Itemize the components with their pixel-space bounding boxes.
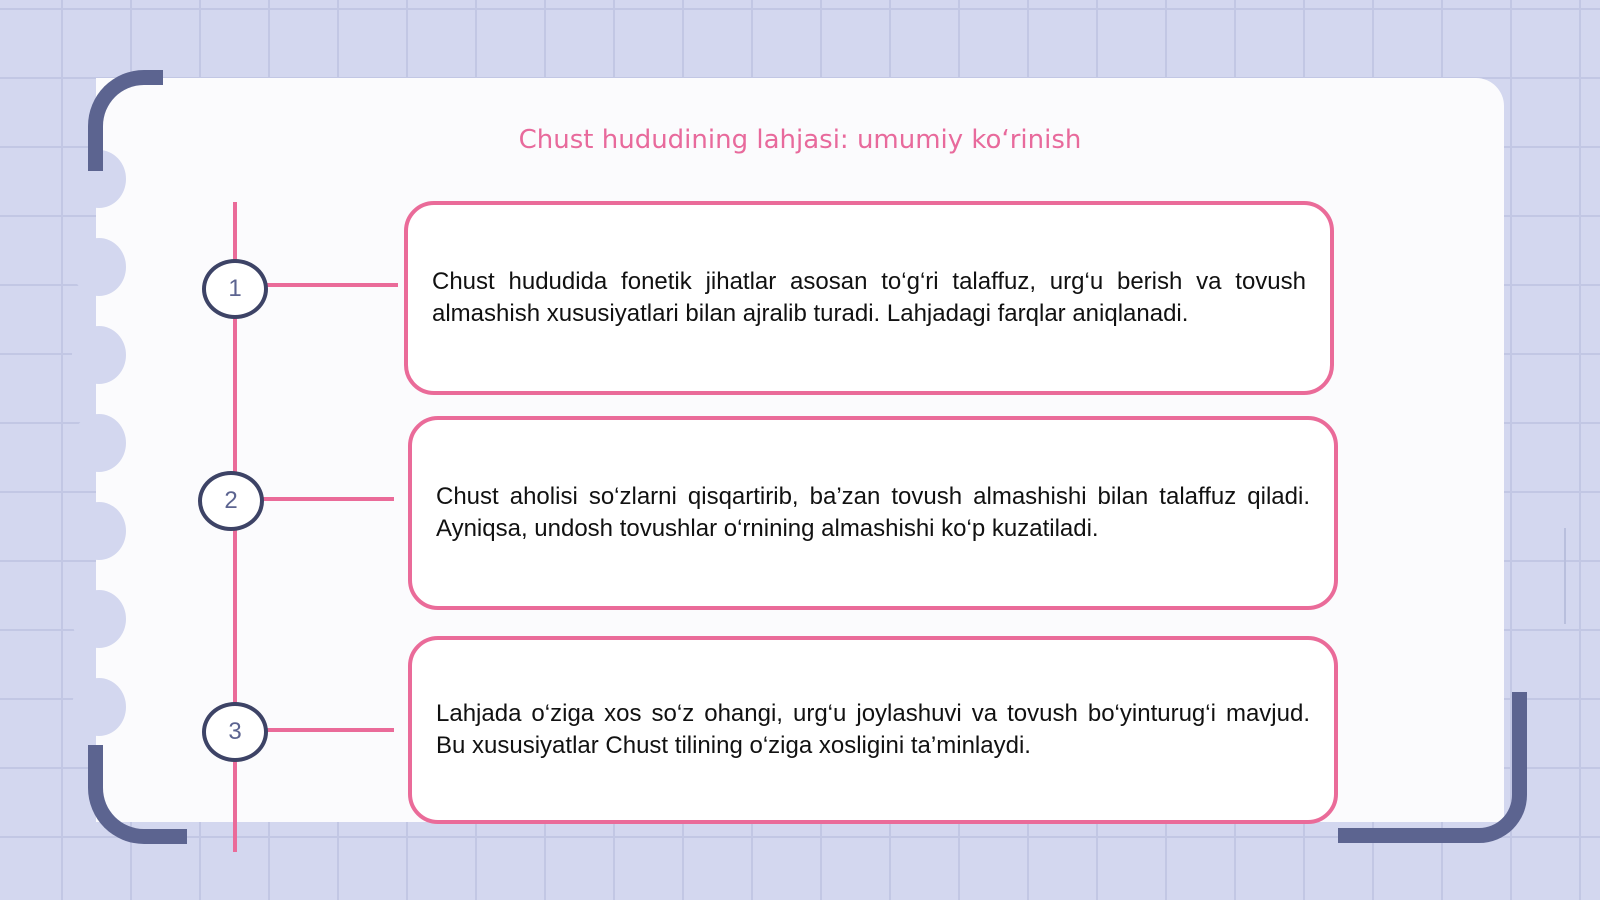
point-text-1: Chust hududida fonetik jihatlar asosan to‘g‘ri talaffuz, urg‘u berish va tovush almashish xususiyatlari bilan ajralib turadi. Lahjadagi farqlar aniqlanadi. bbox=[432, 268, 1306, 327]
frame-corner-bottom-left bbox=[88, 745, 187, 844]
step-number-2: 2 bbox=[198, 471, 264, 531]
step-number-1: 1 bbox=[202, 259, 268, 319]
timeline-connector-3 bbox=[262, 728, 394, 732]
point-card-3 bbox=[408, 636, 1338, 824]
point-text-2: Chust aholisi so‘zlarni qisqartirib, ba’zan tovush almashishi bilan talaffuz qiladi. Ayniqsa, undosh tovushlar o‘rnining almashishi ko‘p kuzatiladi. bbox=[436, 483, 1310, 542]
sheet-notch bbox=[72, 678, 126, 736]
point-card-2 bbox=[408, 416, 1338, 610]
sheet-notch bbox=[72, 502, 126, 560]
frame-corner-bottom-right bbox=[1338, 692, 1527, 843]
sheet-notch bbox=[72, 238, 126, 296]
point-text-3: Lahjada o‘ziga xos so‘z ohangi, urg‘u joylashuvi va tovush bo‘yinturug‘i mavjud. Bu xususiyatlar Chust tilining o‘ziga xosligini ta’minlaydi. bbox=[436, 700, 1310, 759]
timeline-connector-1 bbox=[262, 283, 398, 287]
decorative-tick bbox=[1564, 528, 1566, 624]
step-number-3: 3 bbox=[202, 702, 268, 762]
point-card-1 bbox=[404, 201, 1334, 395]
sheet-notch bbox=[72, 590, 126, 648]
timeline-connector-2 bbox=[258, 497, 394, 501]
slide-title: Chust hududining lahjasi: umumiy ko‘rinish bbox=[518, 125, 1082, 155]
sheet-notch bbox=[72, 414, 126, 472]
sheet-notch bbox=[72, 326, 126, 384]
